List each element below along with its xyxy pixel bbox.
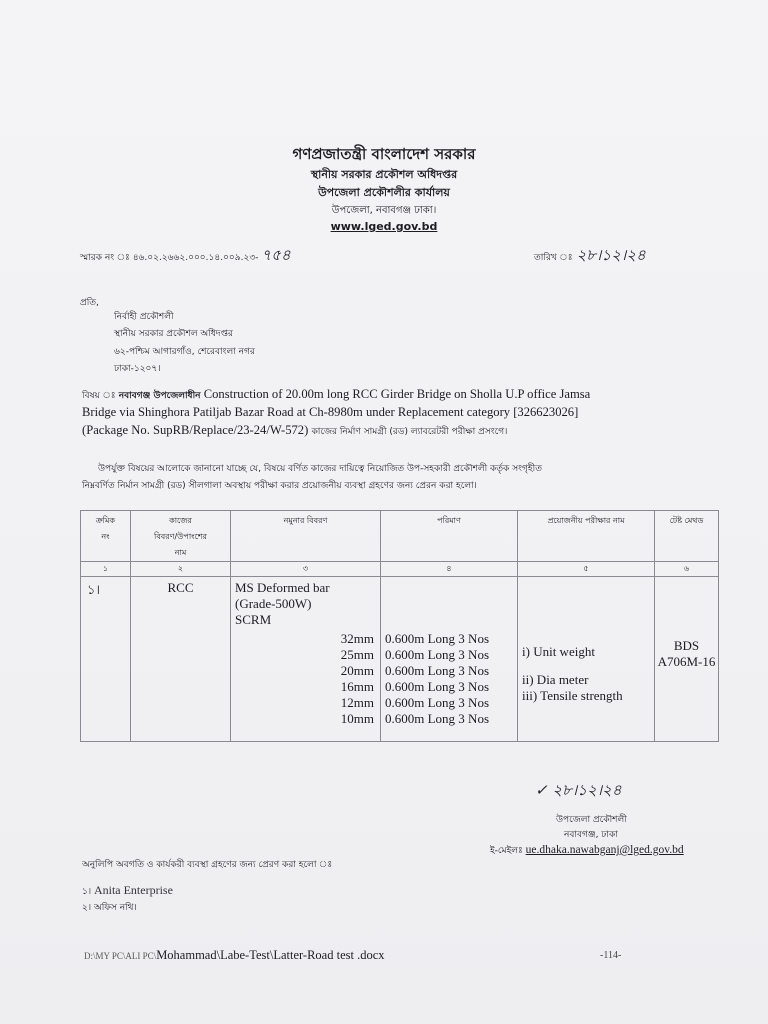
quantity-line: 0.600m Long 3 Nos	[385, 695, 489, 710]
table-header: কাজের বিবরণ/উপাংশের নাম	[131, 511, 231, 562]
signature-date: ২৮।১২।২৪	[552, 781, 622, 799]
subject-suffix: কাজের নির্মাণ সামগ্রী (রড) ল্যাবরেটরী পরীক্ষা প্রসংগে।	[311, 427, 508, 437]
table-index-cell: ৪	[381, 562, 518, 577]
table-header: ক্রমিক নং	[81, 511, 131, 562]
bar-size: 25mm	[340, 647, 374, 662]
table-row	[81, 577, 719, 742]
bar-size: 12mm	[340, 695, 374, 710]
letterhead-government: গণপ্রজাতন্ত্রী বাংলাদেশ সরকার	[292, 145, 476, 163]
subject-label: বিষয় ঃ	[82, 391, 116, 401]
work-cell: RCC	[131, 577, 231, 742]
file-path-footer	[84, 948, 385, 963]
description-cell	[231, 577, 381, 742]
description-line: SCRM	[235, 612, 272, 627]
bar-size: 20mm	[340, 663, 374, 678]
bar-size: 32mm	[340, 631, 374, 646]
addressee-label: প্রতি,	[80, 298, 99, 308]
table-header: নমুনার বিবরণ	[231, 511, 381, 562]
addressee-line: ৬২-পশ্চিম আগারগাঁও, শেরেবাংলা নগর	[114, 347, 255, 357]
bar-size: 10mm	[340, 711, 374, 726]
test-line: iii) Tensile strength	[522, 688, 623, 703]
test-line: i) Unit weight	[522, 644, 595, 659]
subject-line-2: Bridge via Shinghora Patiljab Bazar Road at Ch-8980m under Replacement category [326623026]	[82, 405, 579, 419]
copy-intro: অনুলিপি অবগতি ও কার্যকরী ব্যবস্থা গ্রহণের জন্য প্রেরণ করা হলো ঃ	[82, 860, 333, 870]
quantity-cell	[381, 577, 518, 742]
page-number: -114-	[600, 950, 622, 961]
method-cell	[655, 577, 719, 742]
quantity-line: 0.600m Long 3 Nos	[385, 647, 489, 662]
subject-prefix: নবাবগঞ্জ উপজেলাধীন	[118, 391, 201, 401]
addressee-line: স্থানীয় সরকার প্রকৌশল অধিদপ্তর	[114, 329, 233, 339]
sample-table	[80, 510, 719, 742]
table-index-cell: ৫	[518, 562, 655, 577]
serial-cell: ১।	[81, 577, 131, 742]
table-index-cell: ২	[131, 562, 231, 577]
table-header: পরিমাণ	[381, 511, 518, 562]
letter-date	[534, 244, 646, 269]
bar-size: 16mm	[340, 679, 374, 694]
signatory-email	[490, 843, 684, 858]
subject-line-1	[82, 387, 590, 403]
copy-item	[82, 900, 137, 915]
date-label: তারিখ ঃ	[534, 253, 573, 263]
body-paragraph-line: উপর্যুক্ত বিষয়ের আলোকে জানানো যাচ্ছে যে, বিষয়ে বর্ণিত কাজের দায়িত্বে নিয়োজিত উপ-সহকারী প্রকৌশলী কর্তৃক সংগৃহীত	[98, 464, 542, 474]
copy-number: ১।	[82, 887, 92, 897]
test-cell	[518, 577, 655, 742]
quantity-line: 0.600m Long 3 Nos	[385, 631, 489, 646]
email-label: ই-মেইলঃ	[490, 846, 523, 856]
subject-line-3	[82, 423, 507, 439]
memo-number	[80, 244, 291, 269]
table-header: টেষ্ট মেথড	[655, 511, 719, 562]
quantity-line: 0.600m Long 3 Nos	[385, 711, 489, 726]
date-handwritten: ২৮।১২।২৪	[576, 246, 646, 264]
table-index-cell: ১	[81, 562, 131, 577]
method-line: BDS	[673, 638, 700, 653]
quantity-line: 0.600m Long 3 Nos	[385, 679, 489, 694]
letterhead-office: উপজেলা প্রকৌশলীর কার্যালয়	[318, 186, 450, 199]
signature-mark: ✓	[535, 781, 548, 799]
subject-text-1: Construction of 20.00m long RCC Girder Bridge on Sholla U.P office Jamsa	[203, 387, 591, 401]
description-line: (Grade-500W)	[235, 596, 312, 611]
table-header: প্রয়োজনীয় পরীক্ষার নাম	[518, 511, 655, 562]
test-line: ii) Dia meter	[522, 672, 589, 687]
letterhead-website: www.lged.gov.bd	[330, 220, 438, 233]
description-line: MS Deformed bar	[235, 580, 330, 595]
addressee-line: ঢাকা-১২০৭।	[114, 364, 161, 374]
letterhead-department: স্থানীয় সরকার প্রকৌশল অধিদপ্তর	[310, 168, 458, 181]
file-path: Mohammad\Labe-Test\Latter-Road test .docx	[156, 948, 385, 962]
copy-number: ২।	[82, 903, 92, 913]
file-path-prefix: D:\MY PC\ALI PC\	[84, 951, 157, 961]
copy-recipient: Anita Enterprise	[93, 883, 173, 897]
signatory-office: নবাবগঞ্জ, ঢাকা	[564, 830, 618, 840]
method-line: A706M-16	[657, 654, 716, 669]
memo-label: স্মারক নং ঃ	[80, 253, 130, 263]
letterhead-location: উপজেলা, নবাবগঞ্জ ঢাকা।	[331, 205, 437, 216]
subject-package: (Package No. SupRB/Replace/23-24/W-572)	[82, 423, 309, 437]
table-index-cell: ৩	[231, 562, 381, 577]
body-paragraph-line: নিম্নবর্ণিত নির্মান সামগ্রী (রড) সীলগালা অবস্থায় পরীক্ষা করার প্রয়োজনীয় ব্যবস্থা গ্রহণের জন্য প্রেরন করা হলো।	[82, 481, 477, 491]
table-index-cell: ৬	[655, 562, 719, 577]
copy-recipient: অফিস নথি।	[93, 903, 137, 913]
memo-number-text: ৪৬.০২.২৬৬২.০০০.১৪.০০৯.২৩-	[132, 253, 259, 263]
table-header-row	[81, 511, 719, 562]
email-link[interactable]: ue.dhaka.nawabganj@lged.gov.bd	[525, 844, 684, 856]
quantity-line: 0.600m Long 3 Nos	[385, 663, 489, 678]
table-index-row	[81, 562, 719, 577]
copy-item	[82, 883, 173, 899]
memo-handwritten: ৭৫৪	[261, 246, 291, 264]
addressee-line: নির্বাহী প্রকৌশলী	[114, 312, 174, 322]
signatory-title: উপজেলা প্রকৌশলী	[556, 815, 627, 825]
signature-handwritten	[535, 779, 622, 804]
